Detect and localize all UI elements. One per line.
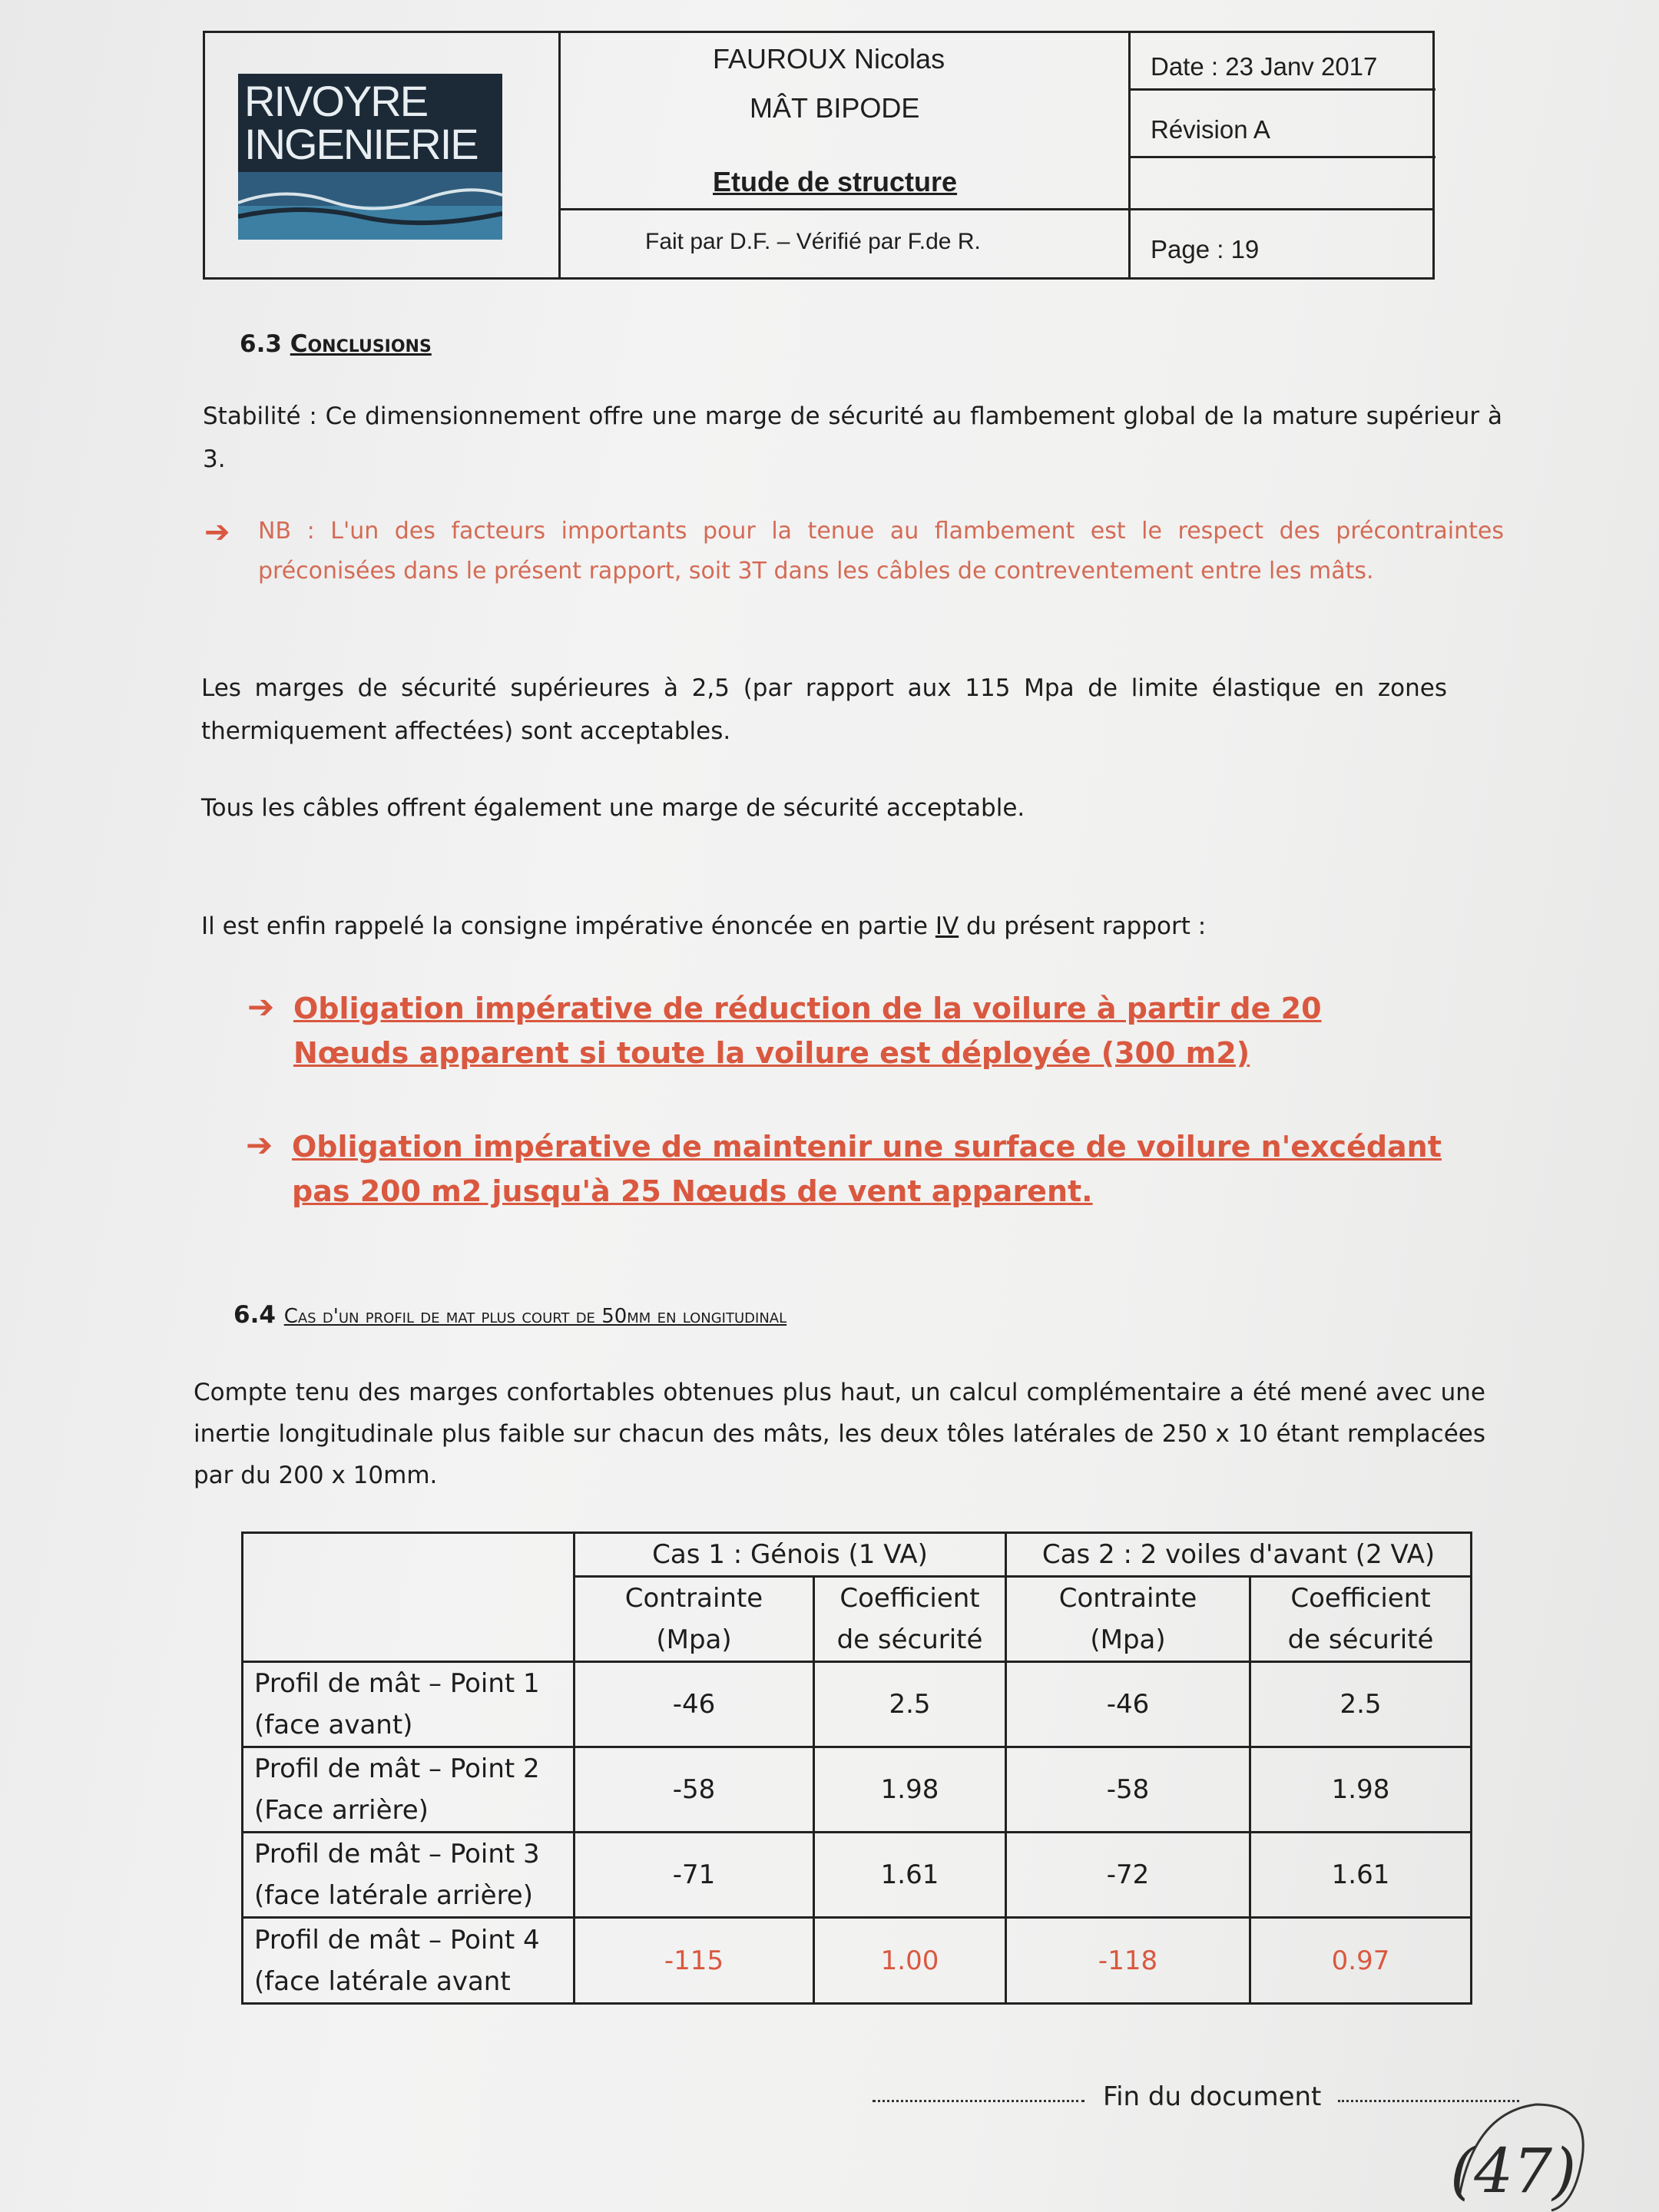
cell-stress: -58 [575, 1747, 814, 1833]
row-label-line: Profil de mât – Point 3 [254, 1839, 540, 1869]
obligation-2: Obligation impérative de maintenir une surface de voilure n'excédant pas 200 m2 jusqu'à 25 Nœuds de vent apparent. [292, 1130, 1442, 1208]
arrow-icon: ➔ [204, 515, 230, 550]
table-row [243, 1747, 1472, 1833]
author-name: FAUROUX Nicolas [713, 43, 945, 75]
subject: MÂT BIPODE [750, 92, 920, 124]
header-line: Coefficient [839, 1583, 980, 1614]
cell-coefficient: 2.5 [814, 1662, 1006, 1747]
row-label [243, 1918, 575, 2004]
row-label-line: Profil de mât – Point 4 [254, 1924, 540, 1955]
results-table [241, 1532, 1472, 2005]
section-63-number: 6.3 [240, 330, 282, 358]
cell-coefficient: 1.98 [814, 1747, 1006, 1833]
cell-stress-critical: -118 [1006, 1918, 1250, 2004]
section-63-heading [240, 323, 432, 366]
cell-coefficient-critical: 1.00 [814, 1918, 1006, 2004]
row-label [243, 1747, 575, 1833]
table-row [243, 1833, 1472, 1918]
cell-coefficient: 1.61 [814, 1833, 1006, 1918]
obligation-1: Obligation impérative de réduction de la voilure à partir de 20 Nœuds apparent si toute la voilure est déployée (300 m2) [293, 992, 1322, 1070]
table-corner [243, 1533, 575, 1662]
reminder-text-end: du présent rapport : [959, 912, 1207, 940]
margins-paragraph: Les marges de sécurité supérieures à 2,5 (par rapport aux 115 Mpa de limite élastique en zones thermiquement affectées) sont acceptables. [201, 674, 1447, 745]
cell-stress: -46 [575, 1662, 814, 1747]
company-logo [238, 74, 502, 240]
row-label-line: (face avant) [254, 1710, 413, 1740]
header-line: Contrainte [1058, 1583, 1197, 1614]
cell-stress: -71 [575, 1833, 814, 1918]
row-label-line: (Face arrière) [254, 1795, 429, 1826]
cell-stress: -58 [1006, 1747, 1250, 1833]
row-label-line: (face latérale arrière) [254, 1880, 533, 1911]
document-type: Etude de structure [713, 166, 958, 197]
column-header-coefficient [1250, 1577, 1472, 1662]
table-row [243, 1662, 1472, 1747]
cell-coefficient: 2.5 [1250, 1662, 1472, 1747]
arrow-icon: ➔ [246, 1126, 273, 1164]
header-line: de sécurité [1287, 1624, 1434, 1655]
table-row [243, 1918, 1472, 2004]
cell-coefficient: 1.61 [1250, 1833, 1472, 1918]
arrow-icon: ➔ [247, 988, 275, 1025]
section-64-title: Cas d'un profil de mat plus court de 50mm en longitudinal [283, 1305, 787, 1328]
header-line: Coefficient [1290, 1583, 1431, 1614]
logo-wave-graphic [238, 172, 502, 240]
made-by: Fait par D.F. – Vérifié par F.de R. [645, 229, 981, 254]
row-label [243, 1833, 575, 1918]
column-header-stress [1006, 1577, 1250, 1662]
column-header-coefficient [814, 1577, 1006, 1662]
footer-dots-left [873, 2100, 1084, 2102]
case-1-header: Cas 1 : Génois (1 VA) [575, 1533, 1006, 1577]
cell-stress: -46 [1006, 1662, 1250, 1747]
stability-paragraph: Stabilité : Ce dimensionnement offre une marge de sécurité au flambement global de la mature supérieur à 3. [203, 402, 1502, 473]
row-label-line: Profil de mât – Point 1 [254, 1668, 540, 1699]
cables-paragraph: Tous les câbles offrent également une marge de sécurité acceptable. [201, 794, 1025, 822]
handwritten-page-number: (47) [1450, 2135, 1577, 2207]
logo-line-1: RIVOYRE [244, 77, 428, 125]
logo-line-2: INGENIERIE [244, 120, 478, 168]
end-of-document: Fin du document [1103, 2081, 1322, 2112]
column-header-stress [575, 1577, 814, 1662]
section-64-heading [233, 1293, 786, 1338]
row-label-line: Profil de mât – Point 2 [254, 1753, 540, 1784]
section-64-paragraph: Compte tenu des marges confortables obtenues plus haut, un calcul complémentaire a été mené avec une inertie longitudinale plus faible sur chacun des mâts, les deux tôles latérales de 250 x 10 étant remplacées par du 200 x 10mm. [194, 1379, 1485, 1489]
page-number: Page : 19 [1151, 235, 1260, 263]
header-line: de sécurité [836, 1624, 983, 1655]
header-line: Contrainte [624, 1583, 763, 1614]
nb-note: NB : L'un des facteurs importants pour la tenue au flambement est le respect des précontraintes préconisées dans le présent rapport, soit 3T dans les câbles de contreventement entre les mâts. [258, 518, 1504, 584]
cell-coefficient: 1.98 [1250, 1747, 1472, 1833]
section-63-title: Conclusions [290, 330, 432, 358]
revision: Révision A [1151, 115, 1270, 144]
case-2-header: Cas 2 : 2 voiles d'avant (2 VA) [1006, 1533, 1472, 1577]
cell-stress-critical: -115 [575, 1918, 814, 2004]
reminder-paragraph [201, 905, 1206, 948]
document-date: Date : 23 Janv 2017 [1151, 52, 1378, 81]
header-line: (Mpa) [656, 1624, 732, 1655]
reminder-part: IV [935, 912, 959, 940]
header-line: (Mpa) [1090, 1624, 1166, 1655]
cell-stress: -72 [1006, 1833, 1250, 1918]
row-label [243, 1662, 575, 1747]
section-64-number: 6.4 [233, 1301, 276, 1329]
row-label-line: (face latérale avant [254, 1965, 511, 1997]
reminder-text: Il est enfin rappelé la consigne impérative énoncée en partie [201, 912, 935, 940]
cell-coefficient-critical: 0.97 [1250, 1918, 1472, 2004]
